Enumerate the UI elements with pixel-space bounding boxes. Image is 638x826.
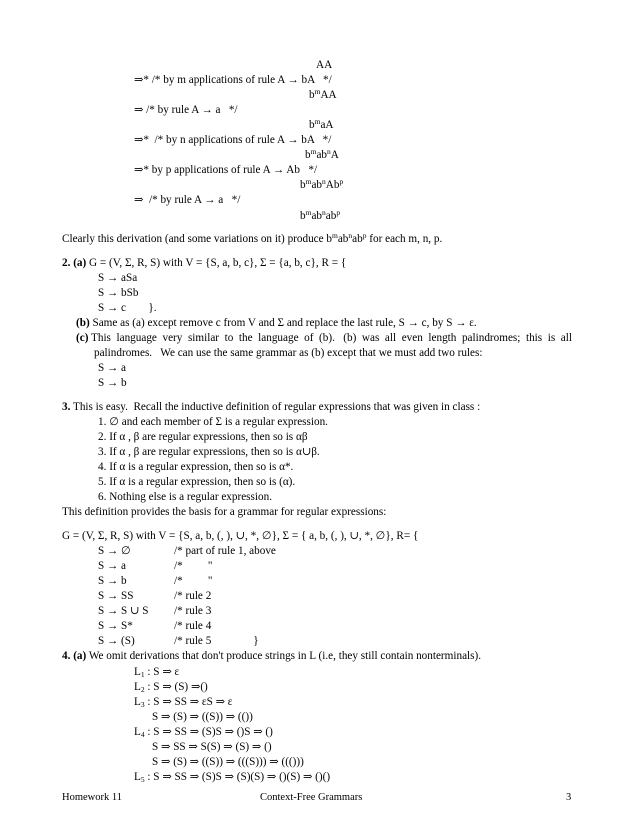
q3-item: 5. If α is a regular expression, then so is (α). bbox=[98, 476, 296, 488]
deriv-aa: AA bbox=[316, 59, 333, 71]
q2-c-cont: palindromes. We can use the same grammar as (b) except that we must add two rules: bbox=[94, 347, 483, 359]
q3-basis: This definition provides the basis for a grammar for regular expressions: bbox=[62, 506, 387, 518]
q3-rule: S → b bbox=[98, 575, 127, 587]
q3-rule: S → a bbox=[98, 560, 126, 572]
q2-rule: S → c }. bbox=[98, 302, 157, 314]
deriv-step-comment: ⇒ /* by rule A → a */ bbox=[134, 194, 241, 206]
q3-item: 3. If α , β are regular expressions, then so is α∪β. bbox=[98, 446, 320, 458]
q3-rule-comment: /* rule 2 bbox=[174, 590, 212, 602]
q2-extra-rule: S → b bbox=[98, 377, 127, 389]
deriv-string: $b^mAA$ bbox=[309, 87, 337, 101]
q4-line: $L_1$ : S ⇒ ε bbox=[134, 666, 180, 679]
deriv-step-comment: ⇒* /* by m applications of rule A → bA */ bbox=[134, 74, 332, 86]
q3-item: 4. If α is a regular expression, then so is α*. bbox=[98, 461, 294, 473]
q4-line: S ⇒ (S) ⇒ ((S)) ⇒ (((S))) ⇒ ((())) bbox=[152, 756, 304, 768]
deriv-string: $b^maA$ bbox=[309, 117, 334, 131]
q2-b: (b) Same as (a) except remove c from V and Σ and replace the last rule, S → c, by S → ε. bbox=[76, 317, 477, 329]
deriv-string: $b^mab^nab^p$ bbox=[300, 208, 341, 222]
deriv-string: $b^mab^nAb^p$ bbox=[300, 177, 344, 191]
q4-line: $L_5$ : S ⇒ SS ⇒ (S)S ⇒ (S)(S) ⇒ ()(S) ⇒ ()() bbox=[134, 771, 331, 784]
q3-rule-comment: /* " bbox=[174, 560, 213, 572]
deriv-step-comment: ⇒ /* by rule A → a */ bbox=[134, 104, 238, 116]
q3-rule-comment: /* rule 4 bbox=[174, 620, 212, 632]
q4-a: 4. (a) We omit derivations that don't produce strings in L (i.e, they still contain nonterminals). bbox=[62, 650, 482, 662]
q3-rule-comment: /* part of rule 1, above bbox=[174, 545, 276, 557]
footer-page-number: 3 bbox=[566, 792, 572, 803]
q3-rule: S → SS bbox=[98, 590, 134, 602]
q4-line: $L_2$ : S ⇒ (S) ⇒() bbox=[134, 681, 208, 694]
deriv-step-comment: ⇒* /* by n applications of rule A → bA */ bbox=[134, 134, 332, 146]
deriv-string: $b^mab^nA$ bbox=[305, 147, 339, 161]
clearly-paragraph: Clearly this derivation (and some variations on it) produce $b^mab^nab^p$ for each m, n, p. bbox=[62, 231, 443, 245]
q4-line: $L_4$ : S ⇒ SS ⇒ (S)S ⇒ ()S ⇒ () bbox=[134, 726, 273, 739]
footer-center: Context-Free Grammars bbox=[260, 792, 363, 803]
q2-rule: S → bSb bbox=[98, 287, 139, 299]
q3-rule-comment: /* " bbox=[174, 575, 213, 587]
q3-rule-comment: /* rule 5 } bbox=[174, 635, 259, 647]
deriv-step-comment: ⇒* by p applications of rule A → Ab */ bbox=[134, 164, 318, 176]
q4-line: $L_3$ : S ⇒ SS ⇒ εS ⇒ ε bbox=[134, 696, 233, 709]
q3-rule-comment: /* rule 3 bbox=[174, 605, 212, 617]
footer-left: Homework 11 bbox=[62, 792, 122, 803]
q2-a: 2. (a) G = (V, Σ, R, S) with V = {S, a, b, c}, Σ = {a, b, c}, R = { bbox=[62, 257, 347, 269]
q3-rule: S → S* bbox=[98, 620, 133, 632]
q2-extra-rule: S → a bbox=[98, 362, 126, 374]
q4-line: S ⇒ (S) ⇒ ((S)) ⇒ (()) bbox=[152, 711, 253, 723]
q3-rule: S → ∅ bbox=[98, 545, 131, 557]
q3-rule: S → (S) bbox=[98, 635, 135, 647]
q2-rule: S → aSa bbox=[98, 272, 138, 284]
q3-item: 1. ∅ and each member of Σ is a regular expression. bbox=[98, 416, 328, 428]
q4-line: S ⇒ SS ⇒ S(S) ⇒ (S) ⇒ () bbox=[152, 741, 272, 753]
q2-c: (c) This language very similar to the language of (b). (b) was all even length palindromes; this is all bbox=[76, 332, 572, 344]
q3-item: 2. If α , β are regular expressions, then so is αβ bbox=[98, 431, 308, 443]
q3-rule: S → S ∪ S bbox=[98, 605, 149, 617]
q3-grammar: G = (V, Σ, R, S) with V = {S, a, b, (, ), ∪, *, ∅}, Σ = { a, b, (, ), ∪, *, ∅}, R= { bbox=[62, 530, 419, 542]
q3-intro: 3. This is easy. Recall the inductive definition of regular expressions that was given in class : bbox=[62, 401, 481, 413]
q3-item: 6. Nothing else is a regular expression. bbox=[98, 491, 272, 503]
